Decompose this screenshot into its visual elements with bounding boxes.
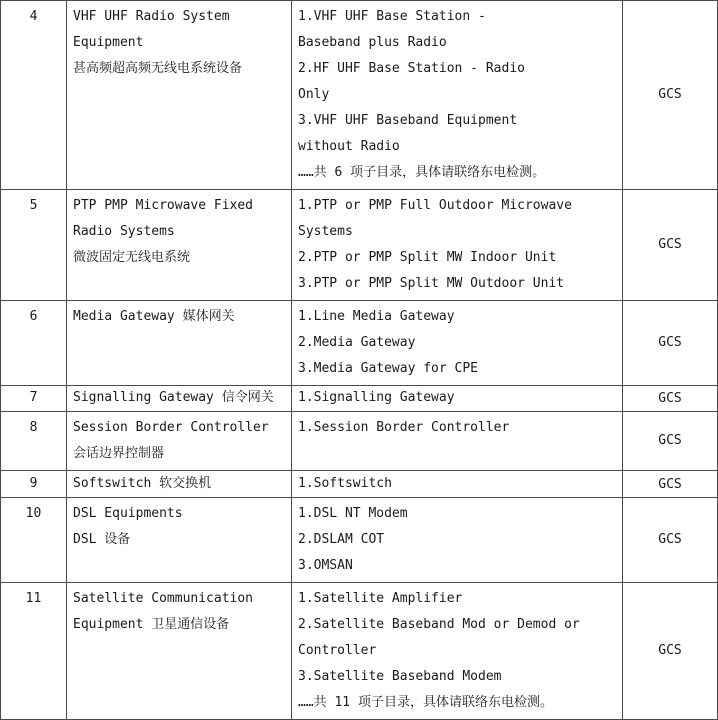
standard-cell: GCS <box>623 583 718 720</box>
table-row <box>1 190 718 301</box>
sub-item: 2.Satellite Baseband Mod or Demod or <box>298 617 580 632</box>
sub-item: 1.DSL NT Modem <box>298 506 408 521</box>
sub-item-note: ……共 11 项子目录，具体请联络东电检测。 <box>298 695 553 710</box>
table-row <box>1 583 718 720</box>
row-number: 6 <box>1 301 67 386</box>
sub-item: 2.HF UHF Base Station - Radio <box>298 61 525 76</box>
sub-items-cell <box>292 190 623 301</box>
product-name-cell <box>67 190 292 301</box>
sub-item: 3.PTP or PMP Split MW Outdoor Unit <box>298 276 565 291</box>
sub-item: 2.Media Gateway <box>298 335 416 350</box>
standard-cell: GCS <box>623 471 718 498</box>
product-name-en: Softswitch 软交换机 <box>73 476 212 491</box>
standard-cell: GCS <box>623 412 718 471</box>
product-name-cn: 微波固定无线电系统 <box>73 250 191 265</box>
sub-item: 1.Session Border Controller <box>298 420 510 435</box>
product-name-cn: 会话边界控制器 <box>73 446 165 461</box>
row-number: 7 <box>1 386 67 412</box>
sub-item: 3.OMSAN <box>298 558 353 573</box>
sub-items-cell <box>292 583 623 720</box>
table-row <box>1 301 718 386</box>
product-name-cn: 甚高频超高频无线电系统设备 <box>73 61 243 76</box>
product-name-cell <box>67 301 292 386</box>
sub-item: Systems <box>298 224 353 239</box>
row-number: 4 <box>1 1 67 190</box>
sub-item: 3.Satellite Baseband Modem <box>298 669 502 684</box>
row-number: 5 <box>1 190 67 301</box>
product-name-en: Satellite Communication <box>73 591 254 606</box>
sub-item: 2.DSLAM COT <box>298 532 385 547</box>
sub-items-cell <box>292 412 623 471</box>
sub-item: 1.Signalling Gateway <box>298 390 455 405</box>
standard-cell: GCS <box>623 498 718 583</box>
product-name-en: Media Gateway 媒体网关 <box>73 309 235 324</box>
standard-cell: GCS <box>623 190 718 301</box>
sub-items-cell <box>292 498 623 583</box>
sub-items-cell <box>292 386 623 412</box>
sub-item: 1.Softswitch <box>298 476 392 491</box>
sub-item: 2.PTP or PMP Split MW Indoor Unit <box>298 250 557 265</box>
product-name-en: Equipment 卫星通信设备 <box>73 617 230 632</box>
sub-items-cell <box>292 1 623 190</box>
sub-item: Only <box>298 87 330 102</box>
product-name-cell <box>67 412 292 471</box>
product-name-en: Signalling Gateway 信令网关 <box>73 390 274 405</box>
table-row <box>1 498 718 583</box>
sub-item: 1.VHF UHF Base Station - <box>298 9 486 24</box>
sub-items-cell <box>292 471 623 498</box>
sub-item-note: ……共 6 项子目录，具体请联络东电检测。 <box>298 165 546 180</box>
sub-item: 3.Media Gateway for CPE <box>298 361 479 376</box>
product-name-cell <box>67 1 292 190</box>
product-name-en: DSL Equipments <box>73 506 183 521</box>
sub-item: without Radio <box>298 139 400 154</box>
row-number: 9 <box>1 471 67 498</box>
table-row <box>1 1 718 190</box>
product-name-en: PTP PMP Microwave Fixed <box>73 198 254 213</box>
product-name-cell <box>67 498 292 583</box>
product-name-en: Radio Systems <box>73 224 175 239</box>
standard-cell: GCS <box>623 1 718 190</box>
standard-cell: GCS <box>623 386 718 412</box>
row-number: 11 <box>1 583 67 720</box>
product-name-en: Session Border Controller <box>73 420 269 435</box>
sub-item: Baseband plus Radio <box>298 35 447 50</box>
product-name-cell <box>67 471 292 498</box>
sub-items-cell <box>292 301 623 386</box>
product-name-en: Equipment <box>73 35 144 50</box>
table-row <box>1 412 718 471</box>
sub-item: Controller <box>298 643 377 658</box>
sub-item: 1.PTP or PMP Full Outdoor Microwave <box>298 198 572 213</box>
standard-cell: GCS <box>623 301 718 386</box>
table-row <box>1 471 718 498</box>
sub-item: 1.Satellite Amplifier <box>298 591 463 606</box>
table-row <box>1 386 718 412</box>
row-number: 8 <box>1 412 67 471</box>
row-number: 10 <box>1 498 67 583</box>
product-name-en: VHF UHF Radio System <box>73 9 230 24</box>
product-name-cell <box>67 386 292 412</box>
sub-item: 1.Line Media Gateway <box>298 309 455 324</box>
product-name-cn: DSL 设备 <box>73 532 131 547</box>
sub-item: 3.VHF UHF Baseband Equipment <box>298 113 518 128</box>
product-name-cell <box>67 583 292 720</box>
